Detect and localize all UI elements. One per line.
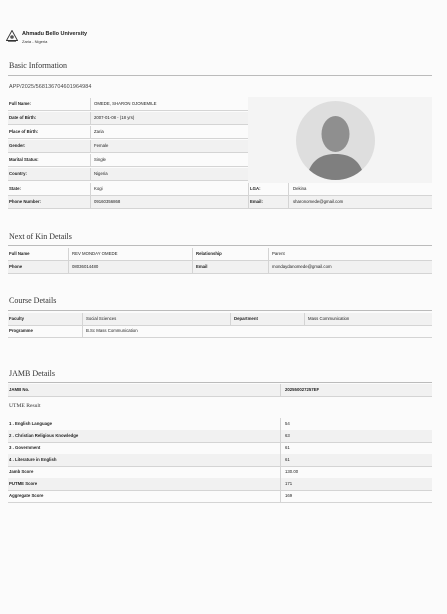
label-dob: Date of Birth: [9,115,37,120]
university-location: Zaria - Nigeria [22,39,48,44]
subject-score: 61 [285,457,290,462]
divider [8,310,432,311]
row-aggregate-score [8,490,432,503]
row-full-name [8,98,248,111]
label-marital: Marital Status: [9,157,39,162]
section-title-jamb: JAMB Details [9,369,55,378]
university-logo-icon [6,30,18,42]
label-kin-name: Full Name [9,251,30,256]
value-aggregate-score: 169 [285,493,293,498]
label-kin-phone: Phone [9,264,23,269]
value-phone: 09160356868 [94,199,121,204]
value-jamb-score: 130.00 [285,469,299,474]
value-country: Nigeria [94,171,108,176]
row-jamb-no [8,384,432,397]
value-jamb-no: 202550027257EF [285,387,320,392]
value-kin-email: mondaydanomede@gmail.com [272,264,332,269]
subject-score: 63 [285,433,290,438]
subject-name: 1 . English Language [9,421,52,426]
label-jamb-score: Jamb Score [9,469,34,474]
value-department: Mass Communication [308,316,350,321]
row-state-lga [8,183,432,196]
value-state: Kogi [94,186,103,191]
row-marital [8,154,248,167]
value-faculty: Social Sciences [86,316,117,321]
divider [8,245,432,246]
row-country [8,168,248,181]
subject-score: 61 [285,445,290,450]
label-country: Country: [9,171,27,176]
avatar-silhouette-icon [296,101,375,180]
label-aggregate-score: Aggregate Score [9,493,44,498]
divider [8,382,432,383]
subject-score: 54 [285,421,290,426]
label-pob: Place of Birth: [9,129,39,134]
applicant-photo [296,101,375,180]
label-jamb-no: JAMB No. [9,387,30,392]
label-gender: Gender: [9,143,26,148]
university-name: Ahmadu Bello University [22,31,88,37]
value-gender: Female [94,143,109,148]
row-pob [8,126,248,139]
section-title-kin: Next of Kin Details [9,232,72,241]
value-relationship: Parent [272,251,285,256]
subject-name: 3 . Government [9,445,41,450]
label-state: State: [9,186,21,191]
label-phone: Phone Number: [9,199,41,204]
label-kin-email: Email [196,264,208,269]
value-dob: 2007-01-08 - (18 yrs) [94,115,135,120]
label-department: Department [234,316,258,321]
row-gender [8,140,248,153]
label-lga: LGA: [250,186,261,191]
value-lga: Dekina [293,186,307,191]
row-kin-name [8,248,432,261]
value-email: sharonomede@gmail.com [293,199,344,204]
divider [8,75,432,76]
value-full-name: OMEDE, SHARON OJONEMILE [94,101,157,106]
value-pob: Zaria [94,129,104,134]
row-programme [8,325,432,338]
value-putme-score: 171 [285,481,293,486]
application-number: APP/2025/568136704601964984 [9,84,92,90]
label-email: Email: [250,199,263,204]
subject-name: 2 . Christian Religious Knowledge [9,433,79,438]
value-kin-phone: 08036014480 [72,264,99,269]
row-dob [8,112,248,125]
subject-name: 4 . Literature in English [9,457,57,462]
label-full-name: Full Name: [9,101,31,106]
row-phone-email [8,196,432,209]
value-marital: Single [94,157,106,162]
label-faculty: Faculty [9,316,25,321]
section-title-basic: Basic Information [9,61,67,70]
label-relationship: Relationship [196,251,222,256]
label-programme: Programme [9,328,33,333]
row-kin-phone [8,261,432,274]
utme-result-heading: UTME Result [9,403,41,409]
section-title-course: Course Details [9,296,57,305]
label-putme-score: PUTME Score [9,481,38,486]
value-programme: B.Sc Mass Communication [86,328,138,333]
value-kin-name: REV MONDAY OMEDE [72,251,118,256]
